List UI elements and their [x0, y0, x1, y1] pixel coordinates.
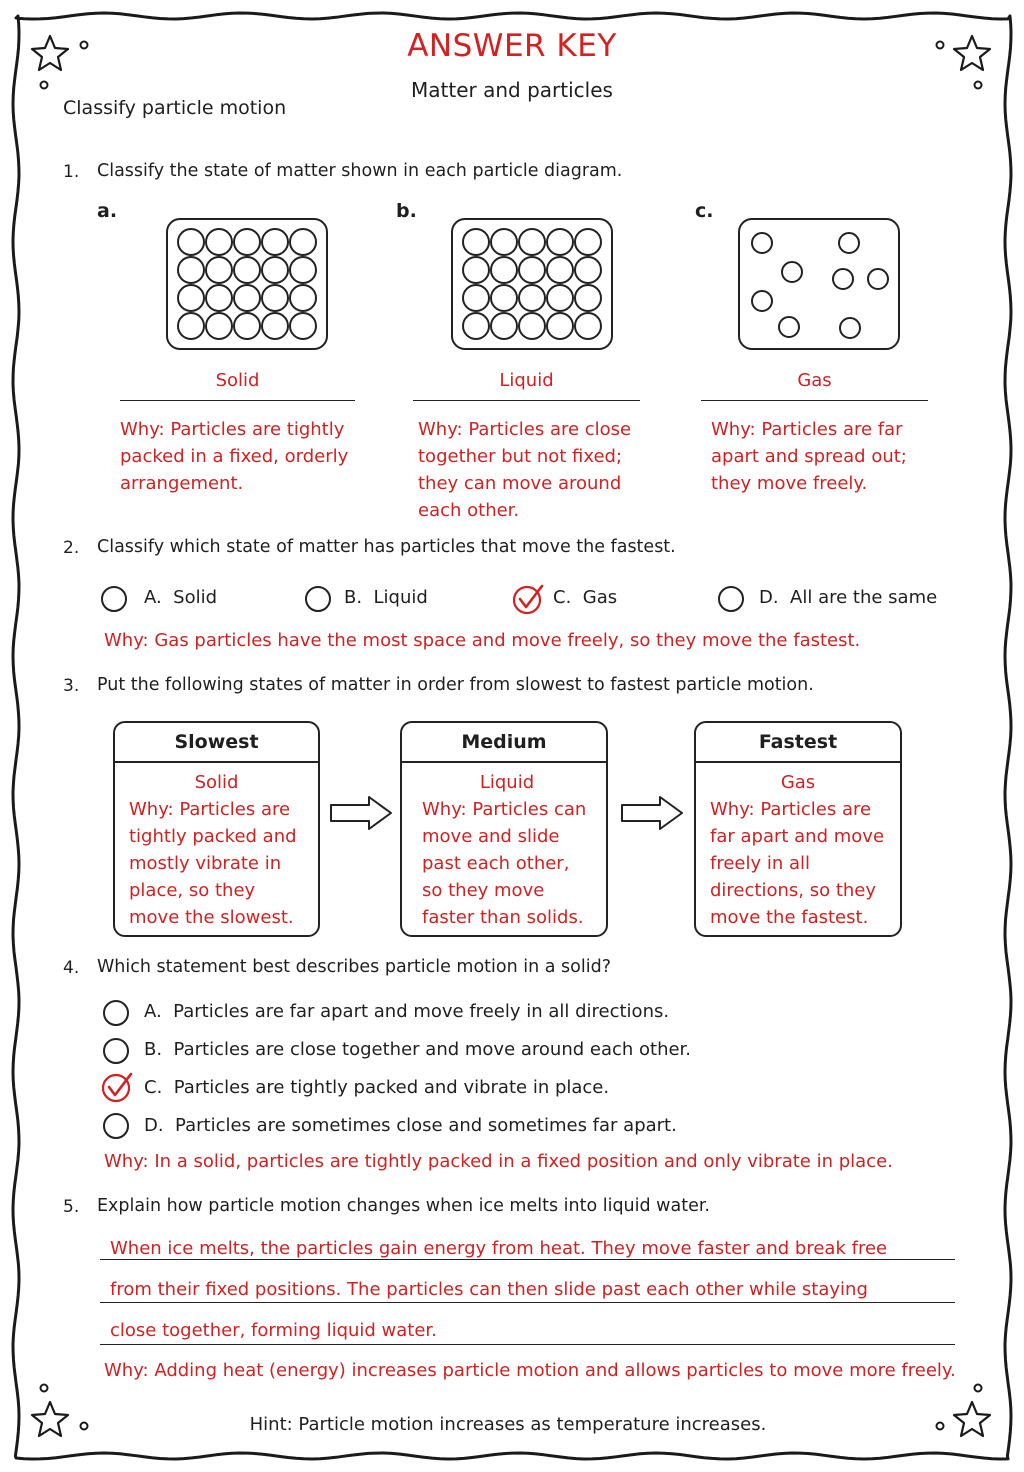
particle-circle — [575, 229, 601, 255]
q4-option-d-label: D. Particles are sometimes close and sometimes far apart. — [144, 1115, 677, 1136]
q5-answer-line-1: When ice melts, the particles gain energy from heat. They move faster and break free — [110, 1238, 888, 1259]
q4-option-a-radio[interactable] — [103, 1000, 129, 1026]
answer-line — [701, 400, 928, 401]
particle-circle — [519, 257, 545, 283]
q1-why-b: Why: Particles are close together but not fixed; they can move around each other. — [418, 419, 632, 521]
q4-why: Why: In a solid, particles are tightly packed in a fixed position and only vibrate in place. — [104, 1151, 893, 1172]
answer-line — [120, 400, 355, 401]
particle-circle — [575, 257, 601, 283]
order-box-heading: Medium — [402, 723, 606, 763]
particle-circle — [463, 285, 489, 311]
q1-text: Classify the state of matter shown in each particle diagram. — [97, 161, 623, 181]
q4-option-c-radio-checked[interactable] — [100, 1070, 134, 1104]
q2-option-d-label: D. All are the same — [759, 587, 938, 608]
footer-hint: Hint: Particle motion increases as temperature increases. — [249, 1414, 767, 1435]
particle-circle — [491, 229, 517, 255]
particle-circle — [547, 229, 573, 255]
q5-number: 5. — [63, 1197, 80, 1217]
page-title: ANSWER KEY — [407, 28, 617, 64]
q2-option-b-label: B. Liquid — [344, 587, 428, 608]
q4-option-c-label: C. Particles are tightly packed and vibrate in place. — [144, 1077, 610, 1098]
q5-text: Explain how particle motion changes when ice melts into liquid water. — [97, 1196, 710, 1216]
checkmark-icon — [100, 1070, 134, 1104]
right-arrow-icon — [620, 795, 686, 831]
particle-circle — [290, 313, 316, 339]
writing-line — [100, 1302, 955, 1303]
q2-number: 2. — [63, 538, 80, 558]
order-box-state: Solid — [194, 772, 239, 793]
particle-circle — [290, 229, 316, 255]
q5-answer-line-3: close together, forming liquid water. — [110, 1320, 437, 1341]
answer-line — [413, 400, 640, 401]
particle-circle — [178, 285, 204, 311]
topic-label: Classify particle motion — [63, 97, 287, 119]
q1-why-a: Why: Particles are tightly packed in a fixed, orderly arrangement. — [120, 419, 349, 494]
particle-circle — [547, 257, 573, 283]
order-box-state: Liquid — [479, 772, 535, 793]
particle-circle — [290, 257, 316, 283]
particle-circle — [178, 229, 204, 255]
q2-why: Why: Gas particles have the most space and move freely, so they move the fastest. — [104, 630, 861, 651]
order-box-slowest: Slowest Solid Why: Particles are tightly packed and mostly vibrate in place, so they move the slowest. — [113, 721, 320, 937]
order-box-medium: Medium Liquid Why: Particles can move and slide past each other, so they move faster than solids. — [400, 721, 608, 937]
q5-why: Why: Adding heat (energy) increases particle motion and allows particles to move more freely. — [104, 1360, 956, 1381]
q3-text: Put the following states of matter in order from slowest to fastest particle motion. — [97, 675, 814, 695]
q1-number: 1. — [63, 162, 80, 182]
particle-circle — [234, 313, 260, 339]
q1-answer-c: Gas — [797, 370, 832, 391]
particle-circle — [547, 285, 573, 311]
particle-circle — [463, 313, 489, 339]
particle-circle — [262, 285, 288, 311]
writing-line — [100, 1259, 955, 1260]
q2-option-d-radio[interactable] — [718, 586, 744, 612]
particle-circle — [491, 257, 517, 283]
order-box-heading: Slowest — [115, 723, 318, 763]
q1-why-c: Why: Particles are far apart and spread out; they move freely. — [711, 419, 907, 494]
particle-circle — [290, 285, 316, 311]
q2-option-a-radio[interactable] — [101, 586, 127, 612]
q2-option-a-label: A. Solid — [144, 587, 218, 608]
particle-circle — [262, 313, 288, 339]
particle-circle — [519, 229, 545, 255]
q4-text: Which statement best describes particle motion in a solid? — [97, 957, 611, 977]
particle-circle — [491, 313, 517, 339]
particle-circle — [463, 257, 489, 283]
q3-number: 3. — [63, 676, 80, 696]
q1-letter-a: a. — [97, 200, 118, 222]
q4-option-b-radio[interactable] — [103, 1038, 129, 1064]
q1-letter-c: c. — [695, 200, 714, 222]
particle-circle — [575, 285, 601, 311]
particle-circle — [178, 257, 204, 283]
particle-circle — [234, 285, 260, 311]
right-arrow-icon — [329, 795, 395, 831]
particle-circle — [262, 229, 288, 255]
particle-diagram-liquid — [451, 218, 613, 350]
q1-answer-b: Liquid — [499, 370, 554, 391]
q2-option-c-label: C. Gas — [553, 587, 618, 608]
particle-diagram-solid — [166, 218, 328, 350]
particle-circle — [206, 285, 232, 311]
order-box-fastest: Fastest Gas Why: Particles are far apart and move freely in all directions, so they move the fastest. — [694, 721, 902, 937]
particle-circle — [206, 257, 232, 283]
particle-circle — [519, 285, 545, 311]
particle-circle — [519, 313, 545, 339]
q2-option-b-radio[interactable] — [305, 586, 331, 612]
q1-letter-b: b. — [396, 200, 417, 222]
particle-circle — [491, 285, 517, 311]
q5-answer-line-2: from their fixed positions. The particles can then slide past each other while staying — [110, 1279, 868, 1300]
particle-circle — [262, 257, 288, 283]
writing-line — [100, 1344, 955, 1345]
page-subtitle: Matter and particles — [411, 78, 613, 102]
order-box-heading: Fastest — [696, 723, 900, 763]
particle-circle — [463, 229, 489, 255]
checkmark-icon — [512, 583, 546, 617]
particle-diagram-gas — [738, 218, 900, 350]
q2-text: Classify which state of matter has particles that move the fastest. — [97, 537, 676, 557]
order-box-state: Gas — [780, 772, 816, 793]
particle-circle — [575, 313, 601, 339]
particle-circle — [234, 257, 260, 283]
q4-number: 4. — [63, 958, 80, 978]
q4-option-a-label: A. Particles are far apart and move freely in all directions. — [144, 1001, 670, 1022]
q4-option-b-label: B. Particles are close together and move around each other. — [144, 1039, 692, 1060]
particle-circle — [178, 313, 204, 339]
particle-circle — [547, 313, 573, 339]
q4-option-d-radio[interactable] — [103, 1113, 129, 1139]
particle-circle — [206, 229, 232, 255]
q1-answer-a: Solid — [215, 370, 260, 391]
particle-circle — [206, 313, 232, 339]
particle-circle — [234, 229, 260, 255]
q2-option-c-radio-checked[interactable] — [512, 583, 546, 617]
